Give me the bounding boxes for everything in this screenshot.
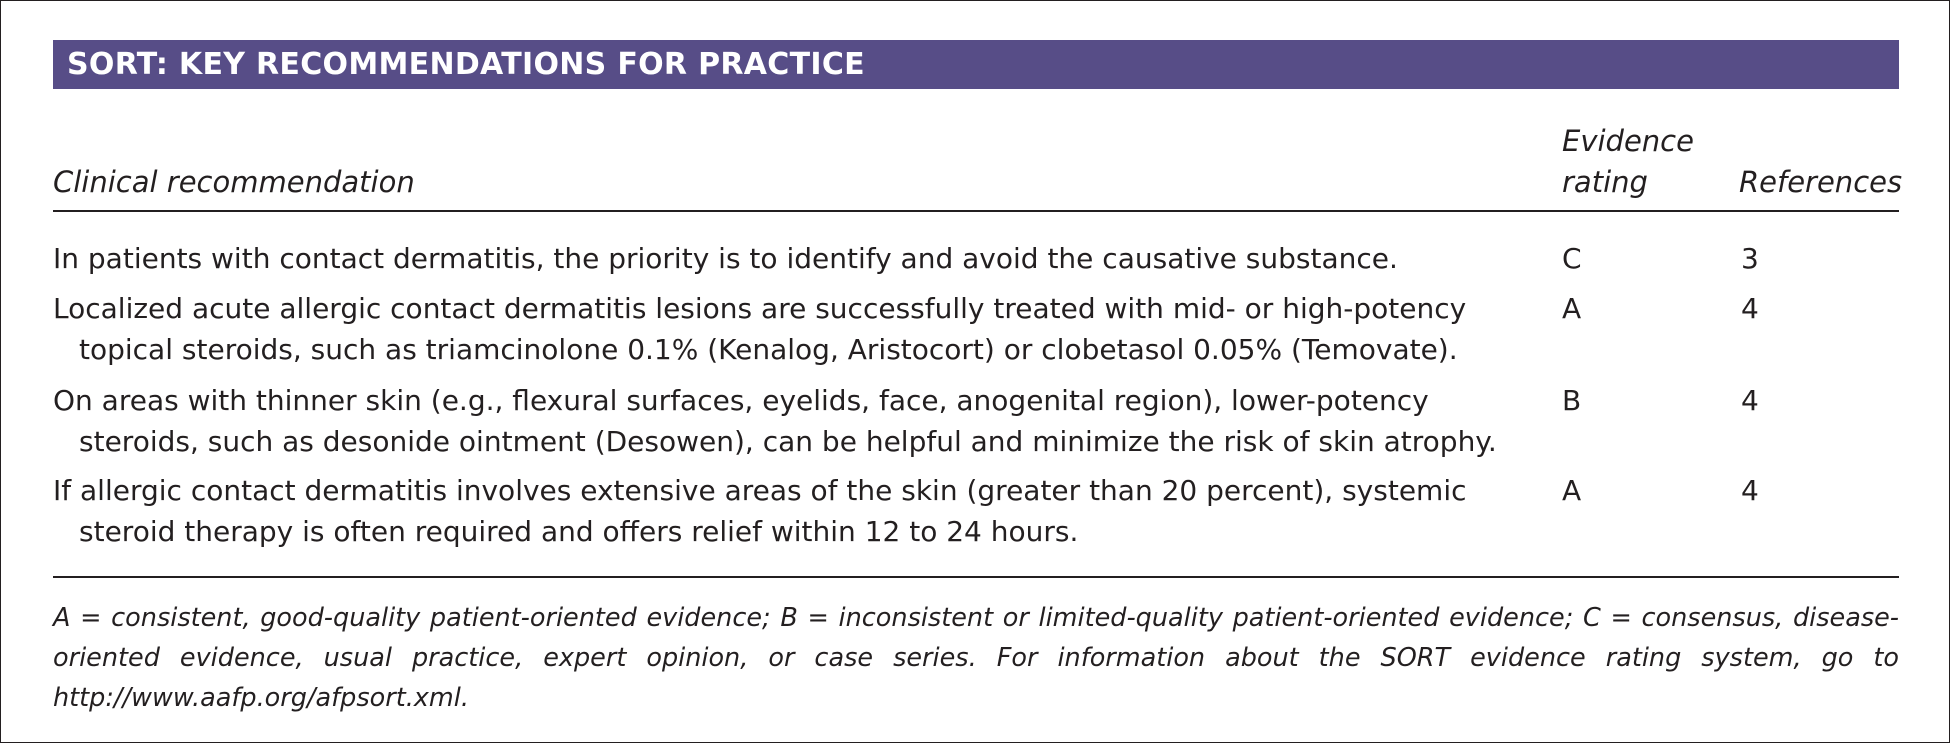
column-header-evidence-line1: Evidence xyxy=(1562,124,1694,158)
recommendation-text: If allergic contact dermatitis involves extensive areas of the skin (greater than 20 percent), systemic xyxy=(53,474,1467,507)
recommendation-text-continued: steroid therapy is often required and offers relief within 12 to 24 hours. xyxy=(79,515,1079,548)
reference-number: 4 xyxy=(1741,474,1759,507)
table-row xyxy=(53,380,1533,462)
sort-banner-title: SORT: KEY RECOMMENDATIONS FOR PRACTICE xyxy=(53,40,1899,89)
recommendation-text-continued: topical steroids, such as triamcinolone 0.1% (Kenalog, Aristocort) or clobetasol 0.05% (Temovate). xyxy=(79,333,1458,366)
header-divider xyxy=(53,210,1899,212)
recommendation-text: On areas with thinner skin (e.g., flexural surfaces, eyelids, face, anogenital region), lower-potency xyxy=(53,384,1429,417)
reference-number: 4 xyxy=(1741,292,1759,325)
footer-divider xyxy=(53,576,1899,578)
column-header-evidence-line2: rating xyxy=(1562,165,1648,199)
evidence-rating: C xyxy=(1562,242,1582,275)
evidence-footnote: A = consistent, good-quality patient-oriented evidence; B = inconsistent or limited-quality patient-oriented evidence; C = consensus, disease-oriented evidence, usual practice, expert opinion, or case series. For information about the SORT evidence rating system, go to http://www.aafp.org/afpsort.xml. xyxy=(53,603,1899,713)
table-row xyxy=(53,288,1533,370)
evidence-rating: B xyxy=(1562,384,1582,417)
reference-number: 4 xyxy=(1741,384,1759,417)
recommendation-text: Localized acute allergic contact dermatitis lesions are successfully treated with mid- or high-potency xyxy=(53,292,1467,325)
evidence-rating: A xyxy=(1562,292,1582,325)
column-header-recommendation: Clinical recommendation xyxy=(53,165,415,199)
evidence-rating: A xyxy=(1562,474,1582,507)
table-row xyxy=(53,470,1533,552)
column-header-references: References xyxy=(1739,165,1903,199)
reference-number: 3 xyxy=(1741,242,1759,275)
recommendation-text-continued: steroids, such as desonide ointment (Desowen), can be helpful and minimize the risk of skin atrophy. xyxy=(79,425,1497,458)
recommendation-text: In patients with contact dermatitis, the priority is to identify and avoid the causative substance. xyxy=(53,242,1398,275)
table-row xyxy=(53,238,1533,279)
